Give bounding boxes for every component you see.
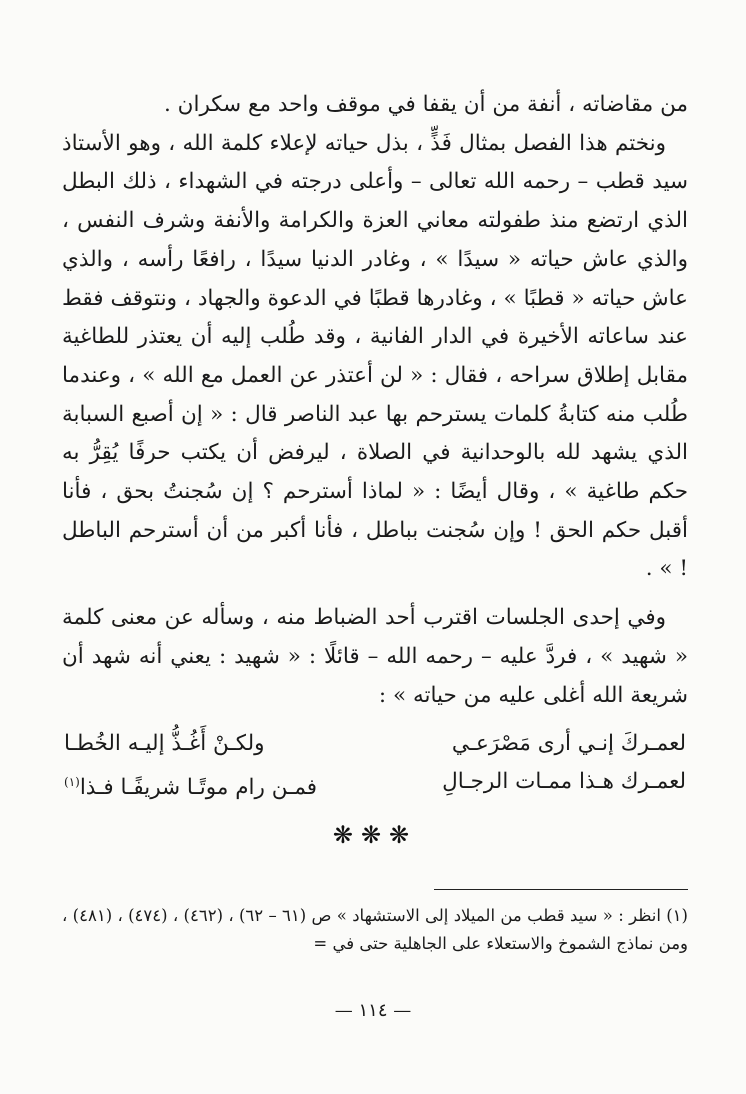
poem-second-hemistich bbox=[64, 763, 317, 807]
footnote bbox=[62, 902, 688, 958]
page-number: — ١١٤ — bbox=[334, 1000, 412, 1021]
paragraph-3: وفي إحدى الجلسات اقترب أحد الضباط منه ، وسأله عن معنى كلمة « شهيد » ، فردَّ عليه – رحمه الله – قائلًا : « شهيد : يعني أنه شهد أن شريعة الله أغلى عليه من حياته » : bbox=[62, 605, 688, 708]
footnote-marker: (١) bbox=[64, 775, 80, 790]
footnote-divider bbox=[434, 889, 688, 890]
poem-second-hemistich: ولكـنْ أَغُـذُّ إليـه الخُطـا bbox=[64, 731, 265, 757]
poem-line bbox=[62, 763, 688, 807]
poem bbox=[62, 725, 688, 807]
paragraph-1: من مقاضاته ، أنفة من أن يقفا في موقف واحد مع سكران . bbox=[164, 92, 688, 117]
poem-first-hemistich: لعمـرك هـذا ممـات الرجـالِ bbox=[442, 769, 686, 795]
poem-second-hemistich-text: فمـن رام موتًـا شريفًـا فـذا bbox=[79, 775, 318, 801]
poem-line bbox=[62, 725, 688, 763]
paragraph-gap bbox=[62, 589, 688, 599]
poem-first-hemistich: لعمـركَ إنـي أرى مَصْرَعـي bbox=[451, 731, 686, 757]
paragraph-2: ونختم هذا الفصل بمثال فَذٍّ ، بذل حياته لإعلاء كلمة الله ، وهو الأستاذ سيد قطب – رحمه الله تعالى – وأعلى درجته في الشهداء ، ذلك البطل الذي ارتضع منذ طفولته معاني العزة والكرامة والأنفة وشرف النفس ، والذي عاش حياته « سيدًا » ، وغادر الدنيا سيدًا ، رافعًا رأسه ، والذي عاش حياته « قطبًا » ، وغادرها قطبًا في الدعوة والجهاد ، ونتوقف فقط عند ساعاته الأخيرة في الدار الفانية ، وقد طُلب إليه أن يعتذر للطاغية مقابل إطلاق سراحه ، فقال : « لن أعتذر عن العمل مع الله » ، وعندما طُلب منه كتابةُ كلمات يسترحم بها عبد الناصر قال : « إن أصبع السبابة الذي يشهد لله بالوحدانية في الصلاة ، ليرفض أن يكتب حرفًا يُقِرُّ به حكم طاغية » ، وقال أيضًا : « لماذا أسترحم ؟ إن سُجنتُ بحق ، فأنا أقبل حكم الحق ! وإن سُجنت بباطل ، فأنا أكبر من أن أسترحم الباطل ! » . bbox=[62, 130, 688, 582]
footnote-1: (١) انظر : « سيد قطب من الميلاد إلى الاستشهاد » ص (٦١ – ٦٢) ، (٤٦٢) ، (٤٧٤) ، (٤٨١) ، ومن نماذج الشموخ والاستعلاء على الجاهلية حتى في = bbox=[62, 906, 688, 954]
section-separator: ❋❋❋ bbox=[332, 821, 418, 850]
main-text bbox=[62, 86, 688, 715]
